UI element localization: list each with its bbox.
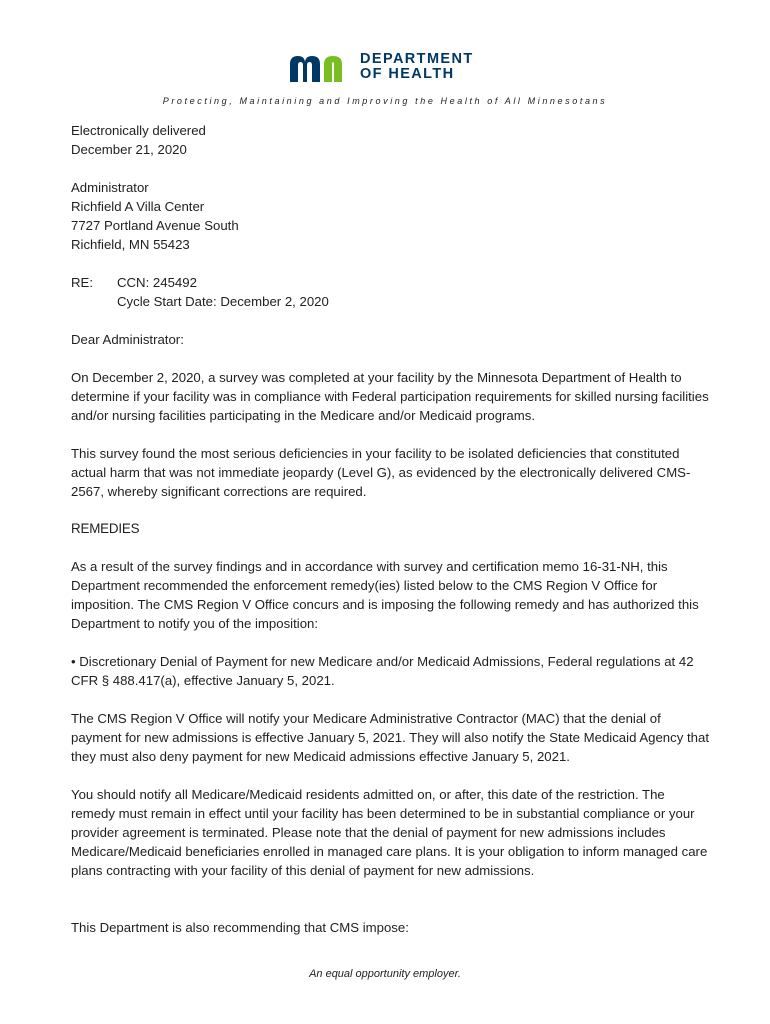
paragraph-survey: On December 2, 2020, a survey was completed at your facility by the Minnesota Department of Health to determine if your facility was in compliance with Federal participation requirements for skilled nursing facilities and/or nursing facilities participating in the Medicare and/or Medicaid programs. <box>71 370 709 423</box>
paragraph-remedy-intro: As a result of the survey findings and in accordance with survey and certification memo 16-31-NH, this Department recommended the enforcement remedy(ies) listed below to the CMS Region V Office for imposition. The CMS Region V Office concurs and is imposing the following remedy and has authorized this Department to notify you of the imposition: <box>71 559 699 631</box>
tagline: Protecting, Maintaining and Improving the Health of All Minnesotans <box>162 96 608 106</box>
remedy-bullet: • Discretionary Denial of Payment for new Medicare and/or Medicaid Admissions, Federal regulations at 42 CFR § 488.417(a), effective January 5, 2021. <box>71 654 694 688</box>
paragraph-mac-notice: The CMS Region V Office will notify your Medicare Administrative Contractor (MAC) that the denial of payment for new admissions is effective January 5, 2021. They will also notify the State Medicaid Agency that they must also deny payment for new Medicaid admissions effective January 5, 2021. <box>71 711 709 764</box>
salutation: Dear Administrator: <box>71 332 184 347</box>
paragraph-recommendation: This Department is also recommending that CMS impose: <box>71 920 409 935</box>
department-of-health-logo-text: DEPARTMENT OF HEALTH <box>360 51 474 82</box>
letterhead <box>0 48 770 88</box>
re-block: CCN: 245492 Cycle Start Date: December 2, 2020 <box>117 275 329 309</box>
footer-text: An equal opportunity employer. <box>309 968 461 980</box>
delivery-block: Electronically delivered December 21, 2020 <box>71 123 206 157</box>
paragraph-notify-residents: You should notify all Medicare/Medicaid residents admitted on, or after, this date of the restriction. The remedy must remain in effect until your facility has been determined to be in substantial compliance or your provider agreement is terminated. Please note that the denial of payment for new admissions includes Medicare/Medicaid beneficiaries enrolled in managed care plans. It is your obligation to inform managed care plans contracting with your facility of this denial of payment for new admissions. <box>71 787 708 878</box>
paragraph-deficiencies: This survey found the most serious deficiencies in your facility to be isolated deficiencies that constituted actual harm that was not immediate jeopardy (Level G), as evidenced by the electronically delivered CMS-2567, whereby significant corrections are required. <box>71 446 691 499</box>
remedies-heading: REMEDIES <box>71 521 140 536</box>
re-label: RE: <box>71 275 93 290</box>
address-block: Administrator Richfield A Villa Center 7727 Portland Avenue South Richfield, MN 55423 <box>71 180 239 252</box>
mn-logo-icon <box>288 52 356 84</box>
